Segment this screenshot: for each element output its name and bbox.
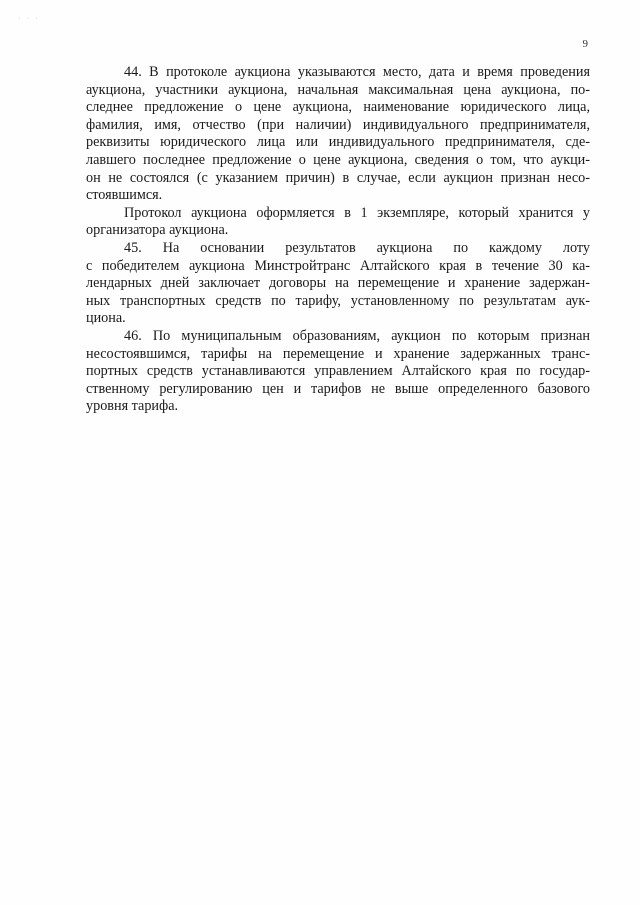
text-line: уровня тарифа. bbox=[86, 398, 179, 415]
text-line: 45. На основании результатов аукциона по каждому лоту bbox=[124, 239, 590, 256]
text-line: организатора аукциона. bbox=[86, 222, 229, 239]
text-line: реквизиты юридического лица или индивидуального предпринимателя, сде- bbox=[86, 134, 590, 151]
paragraph-46 bbox=[86, 328, 590, 416]
paragraph-44 bbox=[86, 64, 590, 205]
text-line: лавшего последнее предложение о цене аукциона, сведения о том, что аукци- bbox=[86, 151, 590, 168]
text-line: он не состоялся (с указанием причин) в случае, если аукцион признан несо- bbox=[86, 169, 590, 186]
text-line: портных средств устанавливаются управлением Алтайского края по государ- bbox=[86, 363, 590, 380]
text-line: циона. bbox=[86, 310, 126, 327]
text-line: несостоявшимся, тарифы на перемещение и хранение задержанных транс- bbox=[86, 345, 590, 362]
text-line: лендарных дней заключает договоры на перемещение и хранение задержан- bbox=[86, 275, 590, 292]
text-line: фамилия, имя, отчество (при наличии) индивидуального предпринимателя, bbox=[86, 116, 590, 133]
paragraph-44-protocol bbox=[86, 205, 590, 240]
page-number: 9 bbox=[582, 38, 588, 50]
paragraph-45 bbox=[86, 240, 590, 328]
scan-mark: · · · bbox=[18, 14, 40, 23]
text-line: следнее предложение о цене аукциона, наименование юридического лица, bbox=[86, 99, 590, 116]
text-line: 44. В протоколе аукциона указываются место, дата и время проведения bbox=[124, 64, 590, 80]
text-line: ственному регулированию цен и тарифов не выше определенного базового bbox=[86, 380, 590, 397]
text-line: аукциона, участники аукциона, начальная максимальная цена аукциона, по- bbox=[86, 81, 590, 98]
text-line: 46. По муниципальным образованиям, аукцион по которым признан bbox=[124, 327, 590, 344]
text-line: ных транспортных средств по тарифу, установленному по результатам аук- bbox=[86, 292, 590, 309]
text-line: стоявшимся. bbox=[86, 187, 163, 204]
text-line: с победителем аукциона Минстройтранс Алтайского края в течение 30 ка- bbox=[86, 257, 590, 274]
document-body bbox=[86, 64, 590, 416]
text-line: Протокол аукциона оформляется в 1 экземпляре, который хранится у bbox=[124, 204, 590, 221]
